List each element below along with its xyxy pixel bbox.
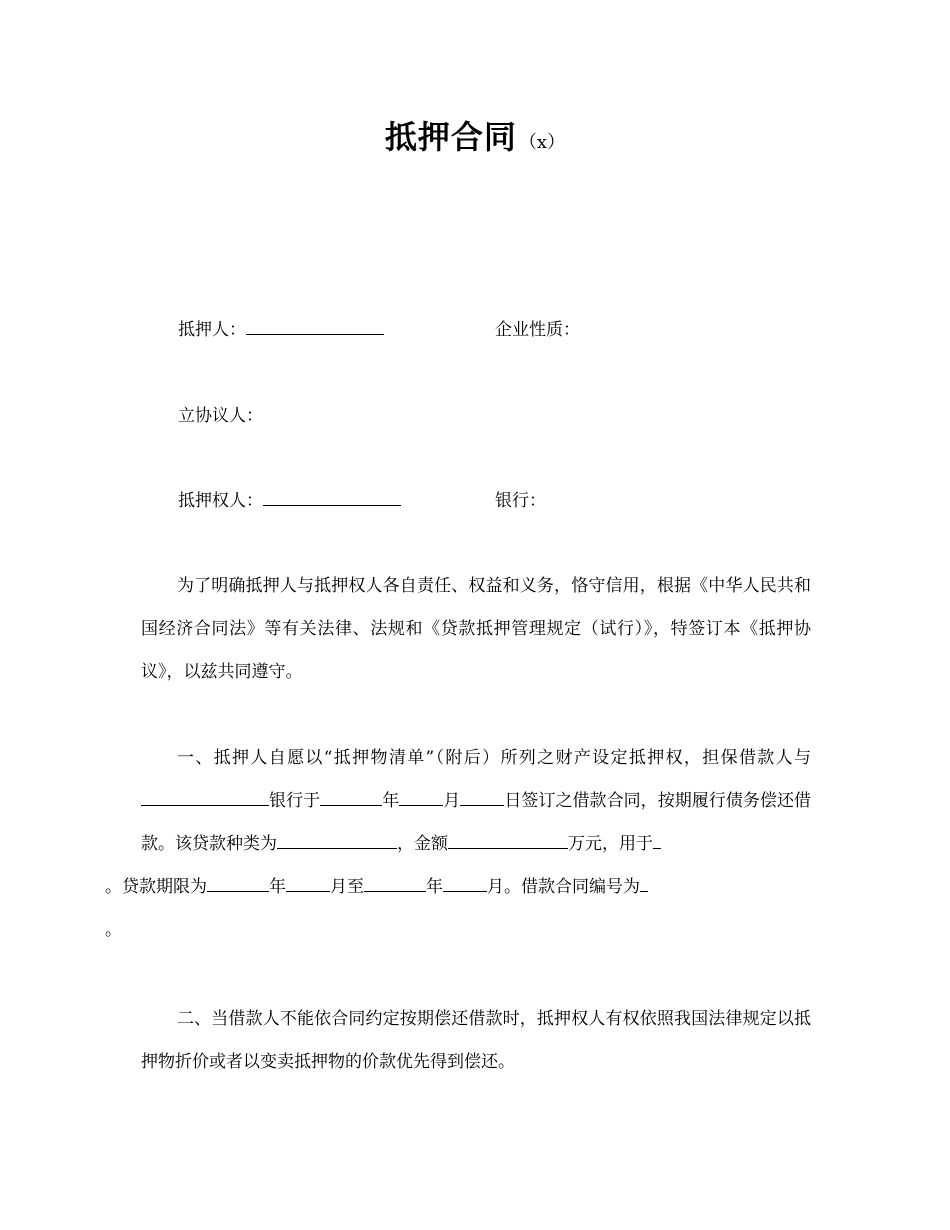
term-start-month-blank[interactable] [286, 877, 330, 892]
term-end-year-blank[interactable] [364, 877, 426, 892]
clause-1-text: 年 [426, 877, 443, 897]
clause-2-paragraph: 二、当借款人不能依合同约定按期偿还借款时，抵押权人有权依照我国法律规定以抵押物折价或者以变卖抵押物的价款优先得到偿还。 [141, 1009, 811, 1072]
contract-number-blank[interactable] [640, 877, 648, 892]
clause-1-text: 。 [105, 920, 122, 940]
loan-type-blank[interactable] [277, 834, 397, 849]
mortgagee-field [178, 489, 401, 513]
clause-1-text: 。贷款期限为 [105, 877, 207, 897]
clause-1-text: 日签订之借款合同，按期履行债务偿还借款。该贷款种类为 [141, 791, 812, 854]
bank-field [495, 489, 546, 513]
clause-1-text: 年 [269, 877, 286, 897]
enterprise-nature-field [495, 318, 580, 342]
mortgagor-blank[interactable] [246, 318, 384, 335]
mortgagor-field [178, 318, 384, 342]
month-blank[interactable] [399, 791, 443, 806]
agreement-party-field [178, 404, 263, 428]
clause-1-text: ，金额 [397, 834, 448, 854]
preamble-paragraph: 为了明确抵押人与抵押权人各自责任、权益和义务，恪守信用，根据《中华人民共和国经济合同法》等有关法律、法规和《贷款抵押管理规定（试行）》，特签订本《抵押协议》，以兹共同遵守。 [141, 576, 811, 682]
mortgagor-label: 抵押人： [178, 320, 246, 340]
clause-1-text: 银行于 [269, 791, 321, 811]
clause-1-paragraph [105, 737, 812, 952]
clause-1-text: 万元，用于 [568, 834, 653, 854]
mortgagee-label: 抵押权人： [178, 491, 263, 511]
term-start-year-blank[interactable] [207, 877, 269, 892]
purpose-blank[interactable] [653, 834, 661, 849]
year-blank[interactable] [320, 791, 382, 806]
agreement-party-label: 立协议人： [178, 406, 263, 426]
title-suffix: （x） [518, 132, 566, 153]
clause-1-text: 月。借款合同编号为 [487, 877, 640, 897]
clause-1-text: 月至 [330, 877, 364, 897]
clause-1-text: 月 [443, 791, 461, 811]
term-end-month-blank[interactable] [443, 877, 487, 892]
enterprise-nature-label: 企业性质： [495, 320, 580, 340]
mortgagee-blank[interactable] [263, 489, 401, 506]
title-main: 抵押合同 [384, 118, 517, 156]
amount-blank[interactable] [448, 834, 568, 849]
bank-label: 银行： [495, 491, 546, 511]
document-title [0, 112, 950, 158]
borrower-blank[interactable] [141, 791, 269, 806]
day-blank[interactable] [460, 791, 504, 806]
clause-1-text: 一、抵押人自愿以“抵押物清单”（附后）所列之财产设定抵押权，担保借款人与 [177, 748, 811, 768]
clause-1-text: 年 [382, 791, 400, 811]
